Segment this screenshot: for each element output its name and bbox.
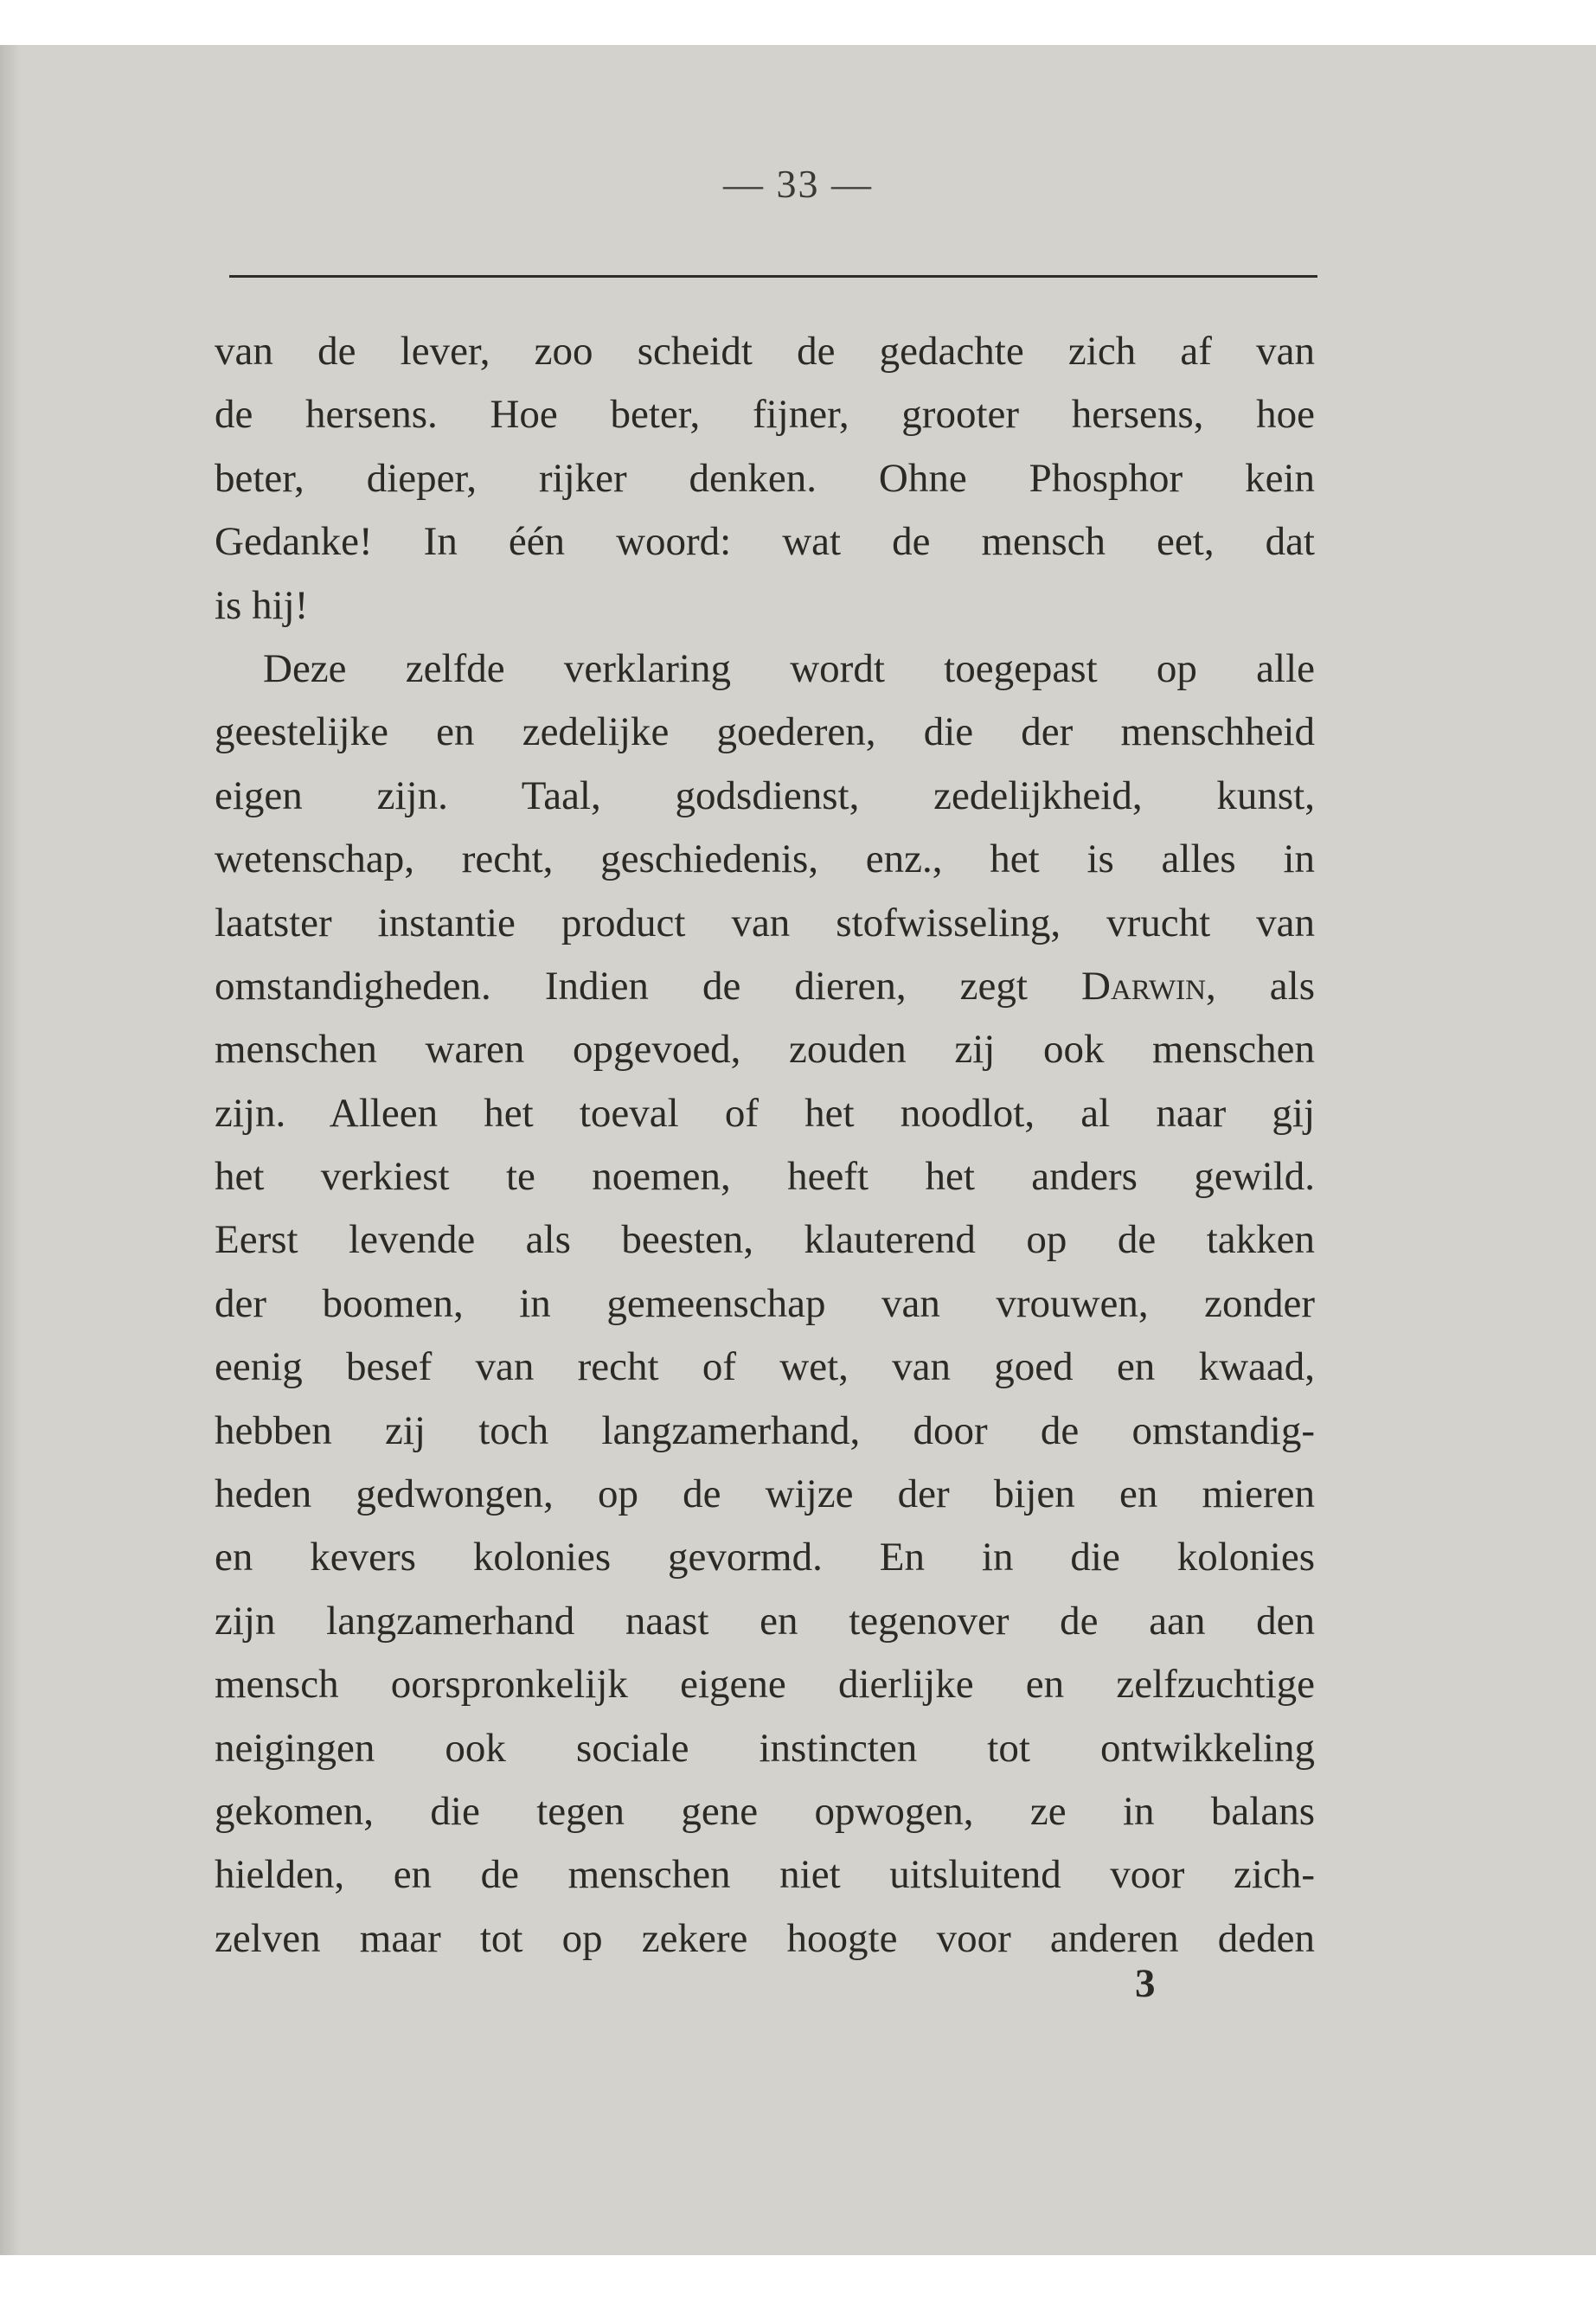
signature-mark: 3 — [1135, 1961, 1156, 2006]
text-line: mensch oorspronkelijk eigene dierlijke en zelfzuchtige — [215, 1662, 1315, 1708]
text-line: gekomen, die tegen gene opwogen, ze in balans — [215, 1788, 1315, 1834]
text-line: wetenschap, recht, geschiedenis, enz., het is alles in — [215, 836, 1315, 882]
page-number-header: — 33 — — [723, 162, 873, 206]
line-text: omstandigheden. Indien de dieren, zegt — [215, 963, 1028, 1009]
header-rule — [229, 275, 1317, 278]
text-line: de hersens. Hoe beter, fijner, grooter hersens, hoe — [215, 392, 1315, 438]
text-line: eigen zijn. Taal, godsdienst, zedelijkheid, kunst, — [215, 772, 1315, 818]
text-line: zijn. Alleen het toeval of het noodlot, al naar gij — [215, 1090, 1315, 1136]
text-line: der boomen, in gemeenschap van vrouwen, zonder — [215, 1280, 1315, 1326]
text-line: geestelijke en zedelijke goederen, die der menschheid — [215, 709, 1315, 755]
text-line: zelven maar tot op zekere hoogte voor anderen deden — [215, 1915, 1315, 1961]
text-line: Gedanke! In één woord: wat de mensch eet, dat — [215, 519, 1315, 565]
text-line: is hij! — [215, 582, 309, 628]
page-edge-shadow — [0, 45, 21, 2255]
text-line: van de lever, zoo scheidt de gedachte zich af van — [215, 329, 1315, 374]
body-text — [215, 320, 1315, 1971]
text-line: hielden, en de menschen niet uitsluitend voor zich- — [215, 1852, 1315, 1898]
text-line-with-name — [215, 955, 1315, 1018]
text-line: het verkiest te noemen, heeft het anders gewild. — [215, 1154, 1315, 1200]
text-line: hebben zij toch langzamerhand, door de omstandig- — [215, 1407, 1315, 1453]
author-name-darwin: Darwin — [1081, 963, 1206, 1009]
text-line: en kevers kolonies gevormd. En in die kolonies — [215, 1535, 1315, 1580]
text-line: Deze zelfde verklaring wordt toegepast op alle — [263, 645, 1315, 691]
line-tail: , als — [1205, 963, 1315, 1009]
text-line: menschen waren opgevoed, zouden zij ook menschen — [215, 1027, 1315, 1073]
text-line: beter, dieper, rijker denken. Ohne Phosphor kein — [215, 455, 1315, 501]
text-line: zijn langzamerhand naast en tegenover de aan den — [215, 1598, 1315, 1644]
text-line: laatster instantie product van stofwisseling, vrucht van — [215, 900, 1315, 945]
text-line: Eerst levende als beesten, klauterend op de takken — [215, 1217, 1315, 1263]
text-line: neigingen ook sociale instincten tot ontwikkeling — [215, 1725, 1315, 1771]
text-line: heden gedwongen, op de wijze der bijen en mieren — [215, 1471, 1315, 1517]
text-line: eenig besef van recht of wet, van goed en kwaad, — [215, 1344, 1315, 1390]
